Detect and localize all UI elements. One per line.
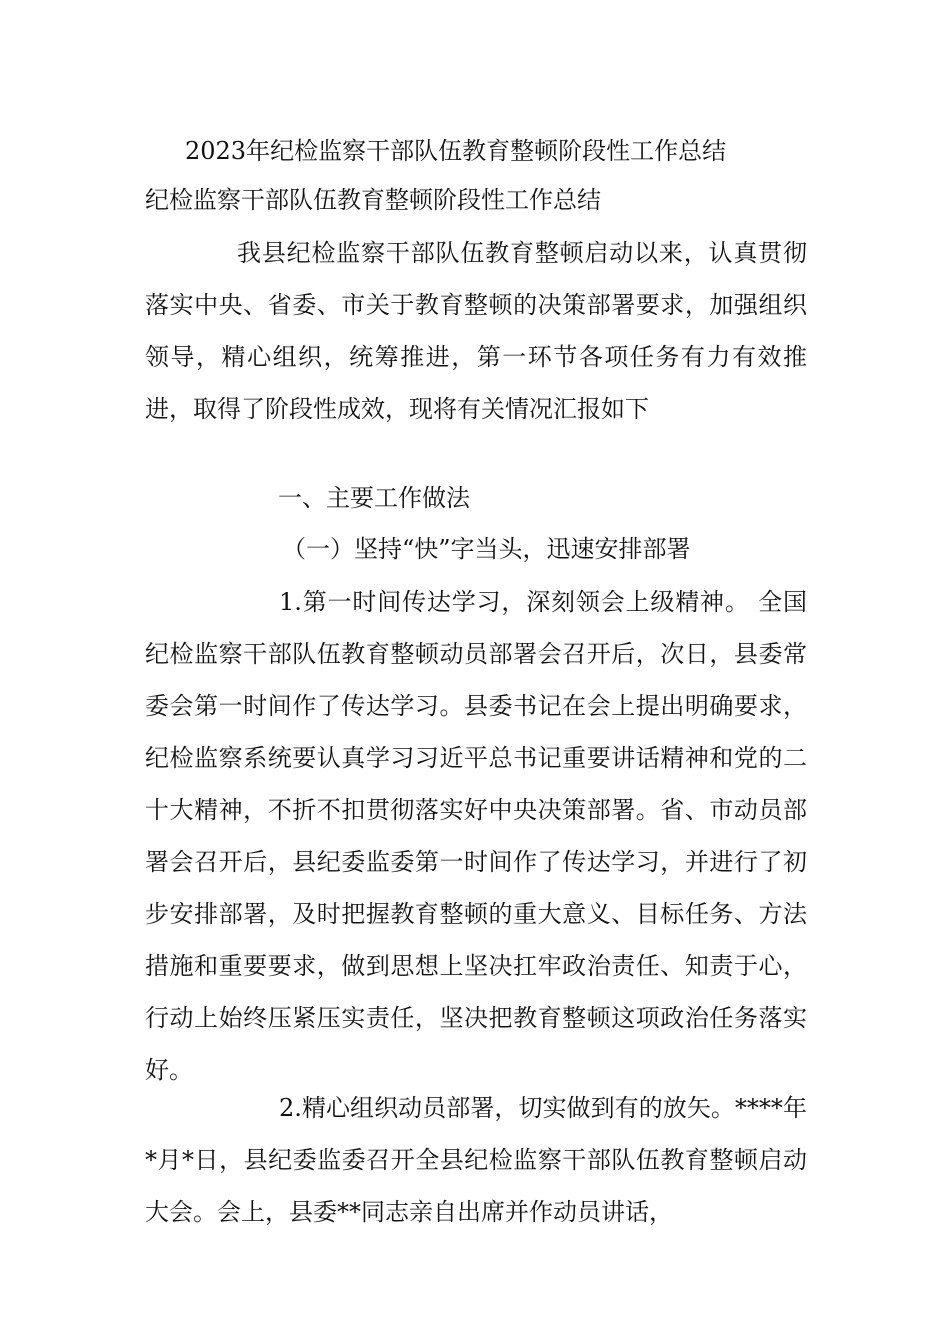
body-paragraph-item-2: 2.精心组织动员部署，切实做到有的放矢。****年*月*日，县纪委监委召开全县纪检监察干部队伍教育整顿启动大会。会上，县委**同志亲自出席并作动员讲话， xyxy=(145,1094,807,1226)
section-heading: 一、主要工作做法 xyxy=(278,484,470,512)
intro-paragraph: 我县纪检监察干部队伍教育整顿启动以来，认真贯彻落实中央、省委、市关于教育整顿的决策部署要求，加强组织领导，精心组织，统筹推进，第一环节各项任务有力有效推进，取得了阶段性成效，现将有关情况汇报如下 xyxy=(145,239,807,423)
document-title: 2023年纪检监察干部队伍教育整顿阶段性工作总结 xyxy=(185,137,727,165)
body-paragraph-item-1: 1.第一时间传达学习，深刻领会上级精神。 全国纪检监察干部队伍教育整顿动员部署会召开后，次日，县委常委会第一时间作了传达学习。县委书记在会上提出明确要求，纪检监察系统要认真学习习近平总书记重要讲话精神和党的二十大精神，不折不扣贯彻落实好中央决策部署。省、市动员部署会召开后，县纪委监委第一时间作了传达学习，并进行了初步安排部署，及时把握教育整顿的重大意义、目标任务、方法措施和重要要求，做到思想上坚决扛牢政治责任、知责于心，行动上始终压紧压实责任，坚决把教育整顿这项政治任务落实好。 xyxy=(145,588,807,1084)
document-subtitle: 纪检监察干部队伍教育整顿阶段性工作总结 xyxy=(145,186,601,214)
subsection-heading: （一）坚持“快”字当头，迅速安排部署 xyxy=(282,535,691,563)
